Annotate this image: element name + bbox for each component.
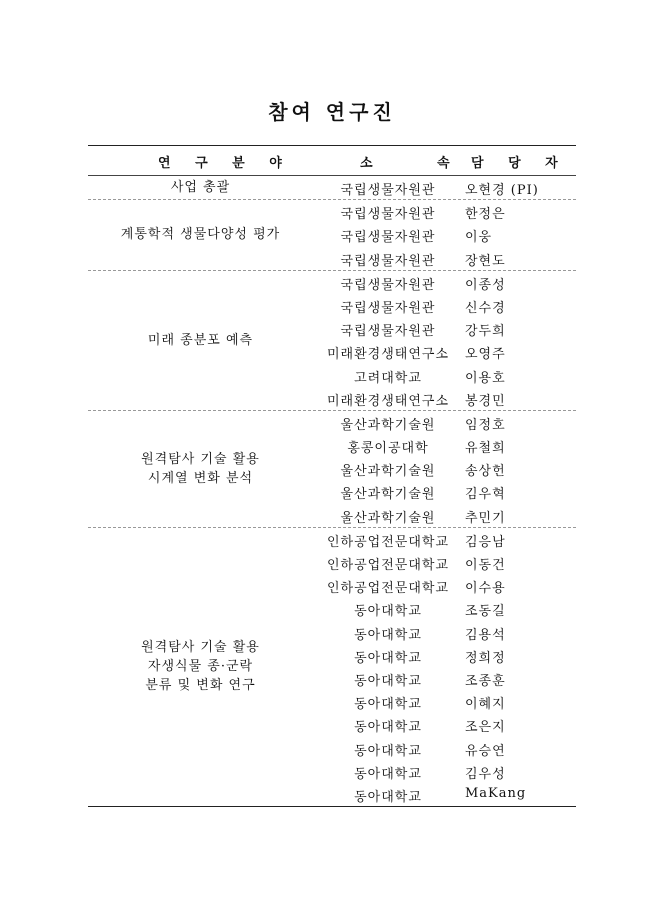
research-group bbox=[88, 270, 576, 410]
table-row bbox=[88, 551, 576, 574]
table-row bbox=[88, 294, 576, 317]
manager-cell: 이혜지 bbox=[465, 697, 506, 713]
table-row bbox=[88, 783, 576, 806]
manager-cell: 이동건 bbox=[465, 558, 506, 573]
research-group bbox=[88, 199, 576, 270]
research-group bbox=[88, 410, 576, 527]
affiliation-cell: 동아대학교 bbox=[354, 604, 422, 620]
manager-cell: 장현도 bbox=[465, 253, 506, 269]
manager-cell: 조동길 bbox=[465, 604, 506, 620]
manager-cell: 임정호 bbox=[465, 417, 506, 433]
table-row bbox=[88, 737, 576, 760]
affiliation-cell: 미래환경생태연구소 bbox=[326, 347, 450, 363]
research-area-label: 사업 총괄 bbox=[170, 180, 231, 196]
table-row bbox=[88, 597, 576, 620]
affiliation-cell: 인하공업전문대학교 bbox=[326, 534, 450, 550]
table-header bbox=[88, 146, 576, 176]
manager-cell: 유철희 bbox=[465, 441, 506, 457]
manager-cell: 이용호 bbox=[465, 370, 506, 386]
table-row bbox=[88, 690, 576, 713]
manager-cell: 조종훈 bbox=[465, 673, 506, 689]
research-area-label: 원격탐사 기술 활용 시계열 변화 분석 bbox=[141, 451, 260, 486]
affiliation-cell: 인하공업전문대학교 bbox=[326, 558, 450, 573]
table-row bbox=[88, 434, 576, 457]
affiliation-cell: 동아대학교 bbox=[354, 673, 422, 689]
research-area-label: 미래 종분포 예측 bbox=[147, 332, 254, 348]
table-row bbox=[88, 176, 576, 199]
header-manager: 담 당 자 bbox=[471, 156, 568, 171]
table-row bbox=[88, 713, 576, 736]
affiliation-cell: 국립생물자원관 bbox=[340, 253, 436, 269]
affiliation-cell: 동아대학교 bbox=[354, 743, 422, 759]
manager-cell: 조은지 bbox=[465, 720, 506, 736]
affiliation-cell: 국립생물자원관 bbox=[340, 230, 436, 246]
table-row bbox=[88, 644, 576, 667]
table-row bbox=[88, 340, 576, 363]
affiliation-cell: 울산과학기술원 bbox=[340, 510, 436, 526]
affiliation-cell: 동아대학교 bbox=[354, 766, 422, 782]
participants-table bbox=[88, 145, 576, 807]
affiliation-cell: 미래환경생태연구소 bbox=[326, 393, 450, 409]
affiliation-cell: 동아대학교 bbox=[354, 650, 422, 666]
affiliation-cell: 동아대학교 bbox=[354, 720, 422, 736]
manager-cell: 이종성 bbox=[465, 277, 506, 293]
table-body bbox=[88, 176, 576, 806]
table-row bbox=[88, 247, 576, 270]
page-title: 참여 연구진 bbox=[268, 100, 396, 124]
manager-cell: 추민기 bbox=[465, 510, 506, 526]
affiliation-cell: 국립생물자원관 bbox=[340, 207, 436, 223]
affiliation-cell: 국립생물자원관 bbox=[340, 277, 436, 293]
affiliation-cell: 동아대학교 bbox=[354, 697, 422, 713]
affiliation-cell: 울산과학기술원 bbox=[340, 487, 436, 503]
header-affiliation: 소 속 bbox=[360, 156, 480, 171]
affiliation-cell: 국립생물자원관 bbox=[340, 183, 436, 198]
affiliation-cell: 고려대학교 bbox=[354, 370, 422, 386]
manager-cell: 송상헌 bbox=[465, 464, 506, 480]
affiliation-cell: 인하공업전문대학교 bbox=[326, 581, 450, 597]
header-area: 연 구 분 야 bbox=[158, 156, 292, 171]
affiliation-cell: 동아대학교 bbox=[354, 789, 422, 805]
table-row bbox=[88, 621, 576, 644]
table-row bbox=[88, 480, 576, 503]
affiliation-cell: 동아대학교 bbox=[354, 627, 422, 643]
manager-cell: 김응남 bbox=[465, 534, 506, 550]
research-area-label: 원격탐사 기술 활용 자생식물 종·군락 분류 및 변화 연구 bbox=[141, 640, 260, 694]
affiliation-cell: 울산과학기술원 bbox=[340, 417, 436, 433]
manager-cell: 오영주 bbox=[465, 347, 506, 363]
manager-cell: MaKang bbox=[465, 785, 527, 801]
table-row bbox=[88, 271, 576, 294]
manager-cell: 김우혁 bbox=[465, 487, 506, 503]
table-row bbox=[88, 200, 576, 223]
manager-cell: 신수경 bbox=[465, 300, 506, 316]
manager-cell: 김용석 bbox=[465, 627, 506, 643]
research-group bbox=[88, 527, 576, 806]
affiliation-cell: 국립생물자원관 bbox=[340, 324, 436, 340]
affiliation-cell: 홍콩이공대학 bbox=[347, 441, 429, 457]
research-group bbox=[88, 176, 576, 199]
manager-cell: 유승연 bbox=[465, 743, 506, 759]
manager-cell: 오현경 (PI) bbox=[465, 183, 539, 198]
affiliation-cell: 울산과학기술원 bbox=[340, 464, 436, 480]
table-row bbox=[88, 760, 576, 783]
table-row bbox=[88, 223, 576, 246]
research-area-label: 계통학적 생물다양성 평가 bbox=[120, 227, 281, 243]
table-row bbox=[88, 411, 576, 434]
table-row bbox=[88, 364, 576, 387]
manager-cell: 강두희 bbox=[465, 324, 506, 340]
table-row bbox=[88, 574, 576, 597]
table-row bbox=[88, 317, 576, 340]
table-row bbox=[88, 504, 576, 527]
manager-cell: 이수용 bbox=[465, 581, 506, 597]
manager-cell: 김우성 bbox=[465, 766, 506, 782]
table-row bbox=[88, 457, 576, 480]
manager-cell: 정희정 bbox=[465, 650, 506, 666]
table-row bbox=[88, 387, 576, 410]
manager-cell: 한정은 bbox=[465, 207, 506, 223]
table-row bbox=[88, 528, 576, 551]
manager-cell: 이웅 bbox=[465, 230, 493, 246]
affiliation-cell: 국립생물자원관 bbox=[340, 300, 436, 316]
table-row bbox=[88, 667, 576, 690]
manager-cell: 봉경민 bbox=[465, 393, 506, 409]
